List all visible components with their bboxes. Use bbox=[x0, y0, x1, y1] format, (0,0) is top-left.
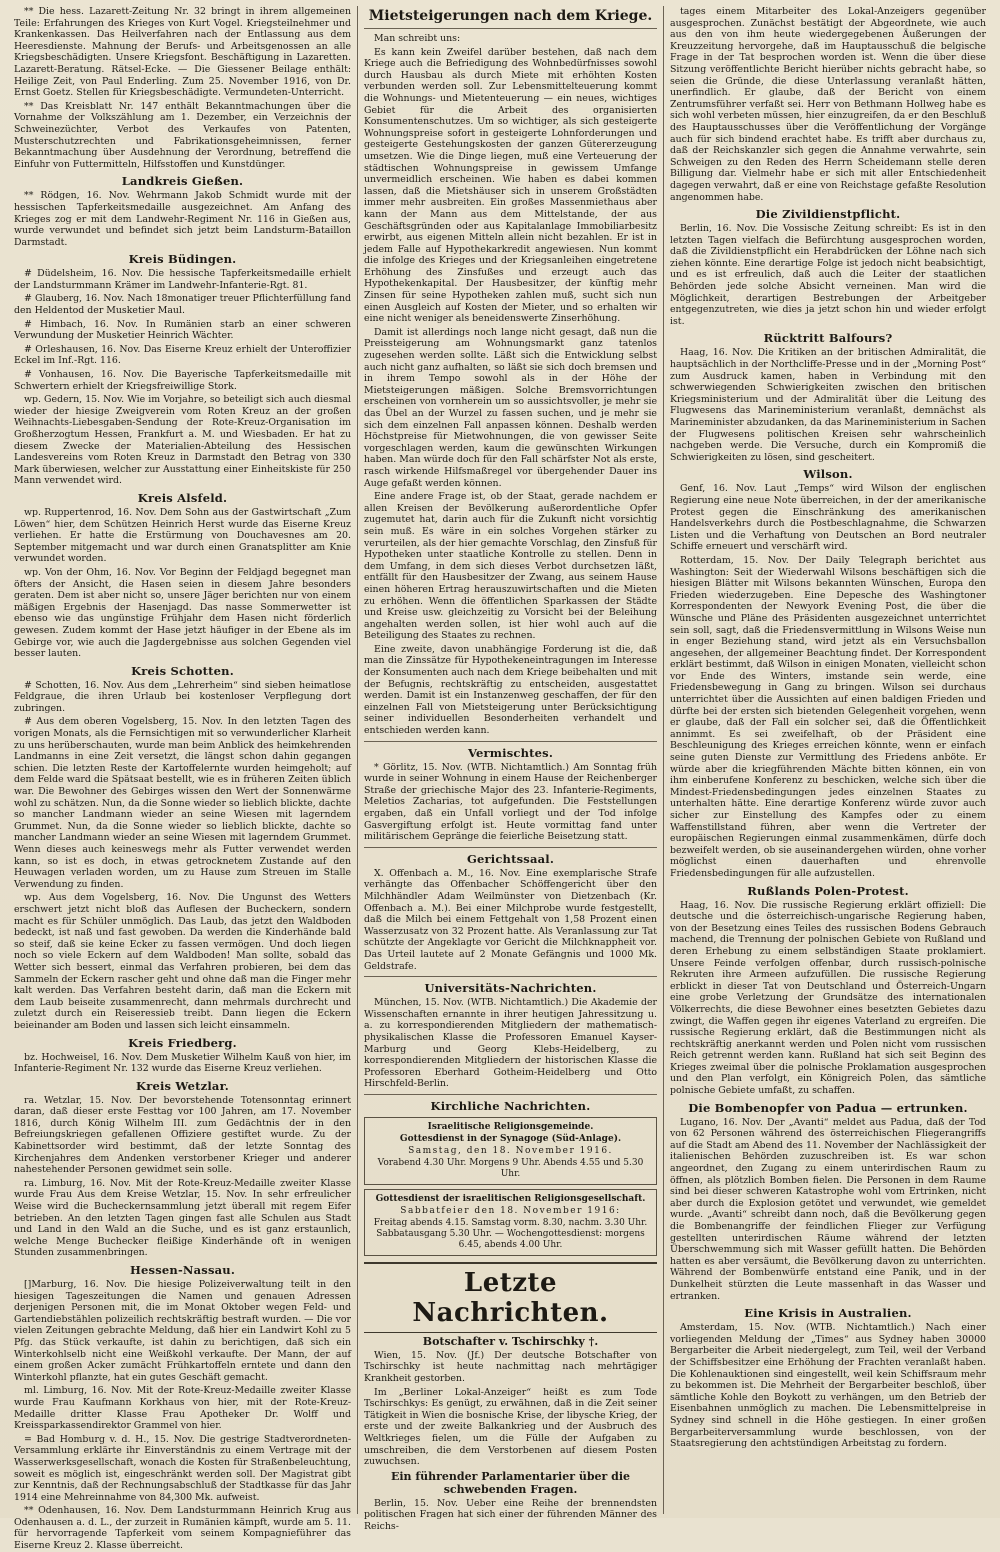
subheading-tschirschky: Botschafter v. Tschirschky †. bbox=[422, 1334, 599, 1348]
article-oberer-vogelsberg: # Aus dem oberen Vogelsberg, 15. Nov. In den letzten Tagen des vorigen Monats, als die Fernsichtigen mit so verwunderlicher Klarheit zu uns herüberschauten, wurde man beim Anblick des heimkehrenden Landmanns in eine Zeit versetzt, die längst schon dahin gegangen schien. Die letzten Reste der Kartoffelernte wurden heimgeholt; auf dem Felde ward die Spätsaat bestellt, wie es in früheren Zeiten üblich war. Die Bewohner des Gebirges wissen den Wert der Sonnenwärme wohl zu schätzen. Nun, da die Sonne wieder so lieblich blickte, dachte so mancher Landmann wieder an seine Wiesen mit lagerndem Grummet. Nun, da die Sonne wieder so lieblich blickte, dachte so mancher Landmann wieder an seine Wiesen mit lagerndem Grummet. Wenn dieses auch keineswegs mehr als Futter verwendet werden kann, so ist es doch, in etwas getrocknetem Zustande auf den Heuwagen verladen worden, um zu Hause zum Streuen im Stalle Verwendung zu finden. bbox=[14, 716, 351, 890]
article-amsterdam: Amsterdam, 15. Nov. (WTB. Nichtamtlich.) Nach einer vorliegenden Meldung der „Times“ aus Sydney haben 30000 Bergarbeiter die Arbeit niedergelegt, zum Teil, weil der Verband der Schiffsbesitzer eine Erhöhung der Frachten veranlaßt haben. Die Kohlenauktionen sind eingestellt, weil kein Schiffsraum mehr zu bekommen ist. Die Mehrheit der Bergarbeiter beschloß, über sämtliche Kohle den Boykott zu verhängen, um den Betrieb der Eisenbahnen unmöglich zu machen. Die Lebensmittelpreise in Sydney sind schnell in die Höhe gestiegen. In einer großen Bergarbeiterversammlung wurde beschlossen, von der Staatsregierung den achtstündigen Arbeitstag zu fordern. bbox=[670, 1322, 986, 1450]
article-gedern: wp. Gedern, 15. Nov. Wie im Vorjahre, so beteiligt sich auch diesmal wieder der hiesige Zweigverein vom Roten Kreuz an der großen Weihnachts-Liebesgaben-Sendung der Rote-Kreuz-Organisation im Großherzogtum Hessen, Frankfurt a. M. und Wiesbaden. Er hat zu diesem Zwecke der Materialien-Abteilung des Hessischen Landesvereins vom Roten Kreuz in Darmstadt den Betrag von 330 Mark überwiesen, welcher zur Ausstattung einer Einheitskiste für 250 Mann verwendet wird. bbox=[14, 394, 351, 487]
article-goerlitz: * Görlitz, 15. Nov. (WTB. Nichtamtlich.) Am Sonntag früh wurde in seiner Wohnung in einem Hause der Reichenberger Straße der griechische Major des 23. Infanterie-Regiments, Meletios Zacharias, tot aufgefunden. Die Feststellungen ergaben, daß ein Unfall vorliegt und der Tod infolge Gasvergiftung erfolgt ist. Heute vormittag fand unter militärischem Gepränge die feierliche Beisetzung statt. bbox=[364, 761, 657, 843]
box-title: Gottesdienst der israelitischen Religionsgesellschaft. bbox=[375, 1193, 646, 1204]
box-date: Sabbatfeier den 18. November 1916: bbox=[400, 1205, 621, 1216]
heading-vermischtes: Vermischtes. bbox=[467, 745, 554, 760]
column-middle bbox=[358, 6, 664, 1532]
article-berlin-zivildienst: Berlin, 16. Nov. Die Vossische Zeitung schreibt: Es ist in den letzten Tagen vielfach die Befürchtung ausgesprochen worden, daß die Zivildienstpflicht ein Herabdrücken der Löhne nach sich ziehen könnte. Eine derartige Folge ist jedoch nicht beabsichtigt, und es ist erfreulich, daß auch die Leiter der staatlichen Behörden jede solche Absicht verneinen. Man wird die Möglichkeit, derartigen Bestrebungen der Arbeitgeber entgegenzutreten, wie dies ja jetzt schon hin und wieder erfolgt ist. bbox=[670, 223, 986, 327]
article-hochweisel: bz. Hochweisel, 16. Nov. Dem Musketier Wilhelm Kauß von hier, im Infanterie-Regiment Nr. 132 wurde das Eiserne Kreuz verliehen. bbox=[14, 1051, 351, 1075]
box-times: Vorabend 4.30 Uhr. Morgens 9 Uhr. Abends 4.55 und 5.30 Uhr. bbox=[377, 1157, 644, 1179]
article-man-schreibt: Man schreibt uns: bbox=[374, 33, 461, 44]
heading-kreis-buedingen: Kreis Büdingen. bbox=[128, 252, 237, 267]
article-orleshausen: # Orleshausen, 16. Nov. Das Eiserne Kreuz erhielt der Unteroffizier Eckel im Inf.-Rgt. 116. bbox=[14, 343, 351, 367]
heading-zivildienstpflicht: Die Zivildienstpflicht. bbox=[755, 207, 901, 222]
article-ruppertenrod: wp. Ruppertenrod, 16. Nov. Dem Sohn aus der Gastwirtschaft „Zum Löwen“ hier, dem Schützen Heinrich Herst wurde das Eiserne Kreuz verliehen. Er hatte die Erstürmung von Douchavesnes am 20. September mitgemacht und war durch einen Granatsplitter am Knie verwundet worden. bbox=[14, 506, 351, 565]
box-times: Freitag abends 4.15. Samstag vorm. 8.30, nachm. 3.30 Uhr. Sabbatausgang 5.30 Uhr. — Wochengottesdienst: morgens 6.45, abends 4.00 Uhr. bbox=[373, 1217, 648, 1250]
heading-bombenopfer-padua: Die Bombenopfer von Padua — ertrunken. bbox=[688, 1100, 968, 1115]
heading-ruecktritt-balfours: Rücktritt Balfours? bbox=[763, 331, 893, 346]
article-duedelsheim: # Düdelsheim, 16. Nov. Die hessische Tapferkeitsmedaille erhielt der Landsturmmann Krämer im Landwehr-Infanterie-Rgt. 81. bbox=[14, 268, 351, 291]
article-wien: Wien, 15. Nov. (Jf.) Der deutsche Botschafter von Tschirschky ist heute nachmittag nach mehrtägiger Krankheit gestorben. bbox=[364, 1349, 657, 1385]
article-schotten: # Schotten, 16. Nov. Aus dem „Lehrerheim“ sind sieben heimatlose Feldgraue, die ihren Urlaub bei kostenloser Verpflegung dort zubringen. bbox=[14, 679, 351, 714]
article-glauberg: # Glauberg, 16. Nov. Nach 18monatiger treuer Pflichterfüllung fand den Heldentod der Musketier Maul. bbox=[14, 293, 351, 317]
article-mietsteigerungen-2: Damit ist allerdings noch lange nicht gesagt, daß nun die Preissteigerung am Wohnungsmarkt ganz tatenlos zugesehen werden sollte. Läßt sich die Entwicklung selbst auch nicht ganz aufhalten, so läßt sie sich doch bremsen und in ihrem Tempo sowohl als in der Höhe der Mietsteigerungen mäßigen. Solche Bremsvorrichtungen erscheinen von vornherein um so aussichtsvoller, je mehr sie das Übel an der Wurzel zu fassen suchen, und je mehr sie sich dem einzelnen Fall anpassen können. Deshalb werden Höchstpreise für Mietwohnungen, die von gewisser Seite vorgeschlagen werden, kaum die gewünschten Wirkungen haben. Man würde doch für den Fall schärfster Not als erste, rasch wirkende Hilfsmaßregel vor übergehender Dauer ins Auge gefaßt werden können. bbox=[364, 326, 657, 489]
article-bad-homburg: = Bad Homburg v. d. H., 15. Nov. Die gestrige Stadtverordneten-Versammlung erklärte ihr Einverständnis zu einem Vertrage mit der Wasserwerksgesellschaft, wonach die Kosten für Straßenbeleuchtung, soweit es möglich ist, eingeschränkt werden soll. Der Magistrat gibt zur Kenntnis, daß der Rechnungsabschluß der Stadtkasse für das Jahr 1914 eine Mehreinnahme von 84,300 Mk. aufweist. bbox=[14, 1433, 351, 1503]
heading-hessen-nassau: Hessen-Nassau. bbox=[129, 1263, 236, 1277]
divider bbox=[364, 847, 657, 848]
article-limburg: ml. Limburg, 16. Nov. Mit der Rote-Kreuz-Medaille zweiter Klasse wurde Frau Kaufmann Korkhaus von hier, mit der Rote-Kreuz-Medaille dritter Klasse Frau Apotheker Dr. Wolff und Kreissparkassendirektor Grammel von hier. bbox=[14, 1385, 351, 1432]
article-von-der-ohm: wp. Von der Ohm, 16. Nov. Vor Beginn der Feldjagd begegnet man öfters der Ansicht, die Hasen seien in diesem Jahre besonders geraten. Dem ist aber nicht so, unsere Jäger berichten nur von einem mäßigen Ergebnis der Hasenjagd. Das nasse Sommerwetter ist ebenso wie das ungünstige Frühjahr dem Hasen nicht förderlich gewesen. Zudem kommt der Hase jetzt häufiger in der Ebene als im Gebirge vor, wie auch die Jagdergebnisse aus solchen Gegenden viel besser lauten. bbox=[14, 566, 351, 660]
heading-kreis-friedberg: Kreis Friedberg. bbox=[128, 1035, 237, 1050]
article-kreis-wetzlar: ra. Limburg, 16. Nov. Mit der Rote-Kreuz-Medaille zweiter Klasse wurde Frau Aus dem Kreise Wetzlar, 15. Nov. In sehr erfreulicher Weise wird die Bucheckernsammlung jetzt überall mit regem Eifer betrieben. An den letzten Tagen gingen fast alle Schulen aus Stadt und Land in den Wald an die Suche, und es ist ganz erstaunlich, welche Menge Buchecker fleißige Kinderhände oft in wenigen Stunden zusammenbringen. bbox=[14, 1177, 351, 1259]
service-box-synagoge bbox=[364, 1117, 657, 1185]
heading-letzte-nachrichten: Letzte Nachrichten. bbox=[364, 1262, 657, 1333]
heading-wilson: Wilson. bbox=[803, 467, 853, 482]
box-date: Samstag, den 18. November 1916. bbox=[408, 1145, 613, 1156]
heading-landkreis-giessen: Landkreis Gießen. bbox=[121, 174, 244, 189]
article-haag-polen: Haag, 16. Nov. Die russische Regierung erklärt offiziell: Die deutsche und die österreichisch-ungarische Regierung haben, von der Besetzung eines Teiles des russischen Bodens Gebrauch machend, die Trennung der polnischen Gebiete von Rußland und deren Erhebung zu einem selbständigen Staate proklamiert. Unsere Feinde verfolgen offenbar, durch russisch-polnische Rekruten ihre Armeen aufzufüllen. Die russische Regierung erblickt in dieser Tat von Deutschland und Österreich-Ungarn eine grobe Verletzung der Grundsätze des internationalen Völkerrechts, die diese Bewohner eines besetzten Gebietes dazu zwingt, die Waffen gegen ihr eigenes Vaterland zu ergreifen. Die russische Regierung erklärt, daß die Bestimmungen nicht als rechtskräftig anerkannt werden und Polen nicht vom russischen Reich getrennt werden kann. Rußland hat sich seit Beginn des Krieges zweimal über die polnische Proklamation ausgesprochen und den Plan verfolgt, ein Königreich Polen, das sämtliche polnische Gebiete umfaßt, zu schaffen. bbox=[670, 899, 986, 1097]
divider bbox=[364, 976, 657, 977]
service-box-religionsgesellschaft bbox=[364, 1189, 657, 1256]
article-lugano: Lugano, 16. Nov. Der „Avanti“ meldet aus Padua, daß der Tod von 62 Personen während des österreichischen Fliegerangriffs auf die Stadt am Abend des 11. November der Nachlässigkeit der italienischen Behörden zuzuschreiben ist. Es war schon angeordnet, den Zugang zu einem unterirdischen Raum zu öffnen, als plötzlich Bomben fielen. Die Personen in dem Raume sind bei dieser schweren Katastrophe wohl vom Ertrinken, nicht aber durch die Explosion getötet und verwundet, wie gemeldet wurde. „Avanti“ schreibt dann noch, daß die Bevölkerung gegen die Bombenangriffe der feindlichen Flieger zur Verfügung gestellten unterirdischen Räume während der letzten Überschwemmung sich mit Wasser gefüllt hatten. Die Behörden hatten es aber versäumt, die Bevölkerung davon zu unterrichten. Während der Bombenwürfe entstand eine Panik, und in der Dunkelheit stürzten die Leute massenhaft in das Wasser und ertranken. bbox=[670, 1116, 986, 1302]
article-offenbach: X. Offenbach a. M., 16. Nov. Eine exemplarische Strafe verhängte das Offenbacher Schöffengericht über den Milchhändler Adam Weilmünster von Dietzenbach (Kr. Offenbach a. M.). Bei einer Milchprobe wurde festgestellt, daß die Milch bei einem Fettgehalt von 1,58 Prozent einen Wasserzusatz von 32 Prozent hatte. Als Veranlassung zur Tat schützte der Angeklagte vor Gericht die Milchknappheit vor. Das Urteil lautete auf 2 Monate Gefängnis und 1000 Mk. Geldstrafe. bbox=[364, 867, 657, 972]
column-right bbox=[664, 6, 992, 1514]
heading-russlands-polen-protest: Rußlands Polen-Protest. bbox=[747, 883, 909, 898]
article-rotterdam: Rotterdam, 15. Nov. Der Daily Telegraph berichtet aus Washington: Seit der Wiederwahl Wilsons beschäftigen sich die hiesigen Blätter mit Wilsons bekannten Wünschen, Europa den Frieden wiederzugeben. Eine Depesche des Washingtoner Korrespondenten der Newyork Evening Post, die über die Wünsche und Pläne des Präsidenten ausgezeichnet unterrichtet sein soll, sagt, daß die Friedensvermittlung in Wilsons Weise nun in enger Beziehung stand, wird jetzt als ein Versuchsballon angesehen, der allgemeiner Beachtung findet. Der Korrespondent erklärt bestimmt, daß Wilson in einigen Monaten, vielleicht schon vor Ende des Winters, imstande sein werde, eine Friedensbewegung in Gang zu bringen. Wilson sei durchaus unterrichtet über die Aussichten auf einen baldigen Frieden und dürfte bei der ersten sich bietenden Gelegenheit vorgehen, wenn er glaube, daß der Fall ein solcher sei, daß die Öffentlichkeit annimmt. Es sei zweifelhaft, ob der Präsident eine Beschleunigung des Krieges erreichen könnte, wenn er einfach seine guten Dienste zur Vermittlung des Friedens anböte. Er würde aber die kriegführenden Mächte bitten können, ein von ihm einberufene Konferenz zu beschicken, welche sich über die Mindest-Friedensbedingungen jedes einzelnen Staates zu unterhalten hätte. Eine derartige Konferenz würde zuvor auch sicher zur Einstellung des Kampfes oder zu einem Waffenstillstand führen, aber wenn die Vertreter der europäischen Regierungen einmal zusammenkämen, dürfe doch bezweifelt werden, ob sie auseinandergehen würden, ohne vorher möglichst einen dauerhaften und ehrenvolle Friedensbedingungen für alle aufzustellen. bbox=[670, 554, 986, 879]
heading-gerichtssaal: Gerichtssaal. bbox=[466, 851, 555, 866]
column-container bbox=[8, 6, 992, 1552]
subheading-parlamentarier: Ein führender Parlamentarier über die schwebenden Fragen. bbox=[390, 1469, 631, 1496]
divider bbox=[364, 741, 657, 742]
heading-mietsteigerungen: Mietsteigerungen nach dem Kriege. bbox=[364, 8, 657, 29]
heading-kreis-wetzlar: Kreis Wetzlar. bbox=[136, 1078, 229, 1093]
article-wetzlar: ra. Wetzlar, 15. Nov. Der bevorstehende Totensonntag erinnert daran, daß dieser erste Festtag vor 100 Jahren, am 17. November 1816, durch König Wilhelm III. zum Gedächtnis der in den Befreiungskriegen gefallenen Offiziere gestiftet wurde. Zu der Kabinettsorder wird bestimmt, daß der letzte Sonntag des Kirchenjahres dem Andenken verstorbener Krieger und anderer nahestehender Personen gewidmet sein solle. bbox=[14, 1094, 351, 1176]
article-genf: Genf, 16. Nov. Laut „Temps“ wird Wilson der englischen Regierung eine neue Note überreichen, in der der amerikanische Protest gegen die Einschränkung des amerikanischen Handelsverkehrs durch die Postbeschlagnahme, die Schwarzen Listen und die Verhaftung von Deutschen an Bord neutraler Schiffe erneuert und verschärft wird. bbox=[670, 483, 986, 553]
heading-kirchliche-nachrichten: Kirchliche Nachrichten. bbox=[430, 1098, 591, 1113]
article-himbach: # Himbach, 16. Nov. In Rumänien starb an einer schweren Verwundung der Musketier Heinrich Wächter. bbox=[14, 318, 351, 342]
article-lazarett: ** Die hess. Lazarett-Zeitung Nr. 32 bringt in ihrem allgemeinen Teile: Erfahrungen des Krieges von Kurt Vogel. Kriegsteilnehmer und Krankenkassen. Das Heilverfahren nach der Entlassung aus dem Heeresdienste. Mahnung der Berufs- und Arbeitsgenossen an alle Kriegsbeschädigten. Unsere Kriegsfont. Beschäftigung in Lazaretten. Lazarett-Beratung. Rätsel-Ecke. — Die Giessener Beilage enthält: Heilige Zeit, von Paul Enderling. Zum 25. November 1916, von Dr. Ernst Goetz. Stellen für Kriegsbeschädigte. Vermundeten-Unterricht. bbox=[14, 6, 351, 99]
article-muenchen: München, 15. Nov. (WTB. Nichtamtlich.) Die Akademie der Wissenschaften ernannte in ihrer heutigen Jahressitzung u. a. zu korrespondierenden Mitgliedern der mathematisch-physikalischen Klasse die Professoren Emanuel Kayser-Marburg und Georg Klebs-Heidelberg, zu korrespondierenden Mitgliedern der historischen Klasse die Professoren Eberhard Gotheim-Heidelberg und Otto Hirschfeld-Berlin. bbox=[364, 997, 657, 1090]
column-left bbox=[8, 6, 358, 1552]
article-mietsteigerungen-1: Es kann kein Zweifel darüber bestehen, daß nach dem Kriege auch die Befriedigung des Wohnbedürfnisses sowohl durch Hausbau als durch Miete mit erhöhten Kosten verbunden werden soll. Zur Lebensmittelteuerung kommt die Wohnungs- und Mietenteuerung — ein neues, wichtiges Gebiet für die Arbeit des organisierten Konsumentenschutzes. Um so wichtiger, als sich gesteigerte Wohnungspreise sofort in gesteigerte Lohnforderungen und gesteigerte Gestehungskosten der ganzen Gütererzeugung umsetzen. Wie die Dinge liegen, muß eine Verteuerung der städtischen Wohnungspreise in gewissem Umfange unvermeidlich erscheinen. Wie haben es dabei kommen lassen, daß die Mietshäuser sich in unserem Großstädten immer mehr ausbreiten. Ein großes Massenmiethaus aber kann der Mann aus dem Mittelstande, der aus Geschäftsgründen oder aus Kapitalanlage Immobiliarbesitz erwirbt, aus eigenen Mitteln allein nicht bezahlen. Er ist in jedem Falle auf Hypothekarkredit angewiesen. Nun kommt die infolge des Krieges und der Kriegsanleihen eingetretene Erhöhung des Zinsfußes und erzeugt auch das Hypothekenkapital. Der Hausbesitzer, der künftig mehr Zinsen für seine Hypotheken zahlen muß, sucht sich nun einen Ausgleich auf Kosten der Mieter, und so erhalten wir eine nicht weniger als beneidenswerte Zinserhöhung. bbox=[364, 46, 657, 325]
box-title: Israelitische Religionsgemeinde. bbox=[427, 1121, 594, 1132]
article-roedgen: ** Rödgen, 16. Nov. Wehrmann Jakob Schmidt wurde mit der hessischen Tapferkeitsmedaille ausgezeichnet. Am Anfang des Krieges zog er mit dem Landwehr-Regiment Nr. 116 in Gießen aus, wurde verwundet und befindet sich jetzt beim Landsturm-Bataillon Darmstadt. bbox=[14, 190, 351, 248]
heading-krisis-australien: Eine Krisis in Australien. bbox=[744, 1306, 912, 1321]
article-lokal-anzeiger: Im „Berliner Lokal-Anzeiger“ heißt es zum Tode Tschirschkys: Es genügt, zu erwähnen, daß in die Zeit seiner Tätigkeit in Wien die bosnische Krise, der libysche Krieg, der erste und der zweite Balkankrieg und der Ausbruch des Weltkrieges fielen, um die Fülle der Aufgaben zu umschreiben, die dem Verstorbenen auf diesem Posten zuwuchsen. bbox=[364, 1386, 657, 1468]
article-vonhausen: # Vonhausen, 16. Nov. Die Bayerische Tapferkeitsmedaille mit Schwertern erhielt der Kriegsfreiwillige Stork. bbox=[14, 369, 351, 392]
divider bbox=[364, 1094, 657, 1095]
article-mietsteigerungen-3: Eine andere Frage ist, ob der Staat, gerade nachdem er allen Kreisen der Bevölkerung außerordentliche Opfer zugemutet hat, darin auch für die Zukunft nicht vorsichtig sein muß. Es wäre in ein solches Vorgehen stärker zu verurteilen, als der hier gemachte Vorschlag, den Zinsfuß für Hypotheken unter staatliche Kontrolle zu stellen. Denn in dem Umfang, in dem sich dieses Verbot durchsetzen läßt, entfällt für den Hausbesitzer der Zwang, aus seinem Hause einen höheren Ertrag herauszuwirtschaften und die Mieten zu erhöhen. Wenn die öffentlichen Sparkassen der Städte und Kreise usw. gleichzeitig zu Vorsicht bei der Beleihung angehalten werden sollen, ist hier wohl auch auf die Beteiligung des Staates zu rechnen. bbox=[364, 491, 657, 642]
article-marburg: []Marburg, 16. Nov. Die hiesige Polizeiverwaltung teilt in den hiesigen Tageszeitungen die Namen und genauen Adressen derjenigen Personen mit, die im Monat Oktober wegen Feld- und Gartendiebstählen polizeilich rechtskräftig bestraft wurden. — Die vor vielen Zeitungen gebrachte Meldung, daß hier ein Landwirt Kohl zu 5 Pfg. das Stück verkaufte, ist dahin zu berichtigen, daß sich ein Winterkohlselb nicht eine Weißkohl verkaufte. Der Mann, der auf einem großen Acker zumächt Frühkartoffeln erntete und dann den Winterkohl pflanzte, hat ein gutes Geschäft gemacht. bbox=[14, 1279, 351, 1383]
article-odenhausen: ** Odenhausen, 16. Nov. Dem Landsturmmann Heinrich Krug aus Odenhausen a. d. L., der zurzeit in Rumänien kämpft, wurde am 5. 11. für hervorragende Tapferkeit vom seinem Kompagnieführer das Eiserne Kreuz 2. Klasse überreicht. bbox=[14, 1505, 351, 1552]
article-berlin-parlamentarier: Berlin, 15. Nov. Ueber eine Reihe der brennendsten politischen Fragen hat sich einer der führenden Männer des Reichs- bbox=[364, 1497, 657, 1532]
heading-universitaets-nachrichten: Universitäts-Nachrichten. bbox=[424, 981, 597, 996]
article-parlamentarier-continued: tages einem Mitarbeiter des Lokal-Anzeigers gegenüber ausgesprochen. Zunächst bestätigt der Abgeordnete, wie auch aus den von ihm heute wiedergegebenen Äußerungen der Kreuzzeitung hervorgehe, daß im Hauptausschuß die belgische Frage in der Tat besprochen worden ist. Wenn die über diese Sitzung veröffentlichte Bericht hierüber nichts gebracht habe, so seien die Gründe, die diese Unterlassung veranlaßt hätten, unerfindlich. Er glaube, daß der Bericht von einem Zentrumsführer verfaßt sei. Herr von Bethmann Hollweg habe es sich wohl verbeten müssen, hier einzugreifen, da er den Beschluß des Hauptausschusses über die Veröffentlichung der Vorgänge auch für sich bindend erachtet habe. Es trifft aber durchaus zu, daß der Reichskanzler sich gegen die Annahme verwahrte, sein Schweigen zu den Reden des Herrn Scheidemann stelle deren Billigung dar. Vielmehr habe er sich mit aller Entschiedenheit dagegen verwahrt, daß er eine von Reichstage gefaßte Resolution angenommen habe. bbox=[670, 6, 986, 203]
heading-kreis-schotten: Kreis Schotten. bbox=[131, 663, 234, 678]
article-mietsteigerungen-4: Eine zweite, davon unabhängige Forderung ist die, daß man die Zinssätze für Hypothekeneintragungen im Interesse der Konsumenten auch nach dem Kriege beibehalten und mit der Befugnis, rechtskräftig zu entscheiden, ausgestattet werden. Damit ist ein Instanzenweg geschaffen, der für den einzelnen Fall von Mietsteigerung unter Berücksichtigung seiner individuellen Besonderheiten verhandelt und entschieden werden kann. bbox=[364, 643, 657, 737]
article-vogelsberg: wp. Aus dem Vogelsberg, 16. Nov. Die Ungunst des Wetters erschwert jetzt nicht bloß das Auflesen der Bucheckern, sondern macht es für Schüler unmöglich. Das Laub, das jetzt den Waldboden bedeckt, ist naß und fast gewoben. Da werden die Kinderhände bald so steif, daß sie keine Ecker zu fassen vermögen. Und doch liegen noch so viele Eckern auf dem Waldboden! Man sollte, sobald das Wetter sich bessert, einmal das Verfahren probieren, bei dem das Sammeln der Eckern rascher geht und ohne daß man die Finger mehr kalt werden. Das Verfahren besteht darin, daß man die Eckern mit dem Laub beiseite zusammenrecht, dann mehrmals durchrecht und zuletzt durch ein Reiseressieb treibt. Dann liegen die Eckern beieinander am Boden und lassen sich leicht einsammeln. bbox=[14, 892, 351, 1031]
heading-kreis-alsfeld: Kreis Alsfeld. bbox=[137, 490, 228, 505]
box-subtitle: Gottesdienst in der Synagoge (Süd-Anlage). bbox=[399, 1133, 622, 1144]
article-kreisblatt: ** Das Kreisblatt Nr. 147 enthält Bekanntmachungen über die Vornahme der Volkszählung am 1. Dezember, ein Verzeichnis der Schweinezüchter, Verbot des Verkaufes von Patenten, Musterschutzrechten und Fabrikationsgeheimnissen, ferner Bekanntmachung über Ausdehnung der Verordnung, betreffend die Einfuhr von Futtermitteln, Hilfsstoffen und Kunstdünger. bbox=[14, 100, 351, 170]
article-haag-balfour: Haag, 16. Nov. Die Kritiken an der britischen Admiralität, die hauptsächlich in der Northcliffe-Presse und in der „Morning Post“ zum Ausdruck kamen, haben in Verbindung mit den schwerwiegenden Schwierigkeiten zwischen den britischen Kriegsministerium und der Admiralität über die Leitung des Flugwesens das Marineministerium veranlaßt, demnächst als Marineminister abzudanken, da das Marineministerium in Sachen der Flugwesens politischen Kreisen sehr wahrscheinlich nachgeben werde. Die Versuche, durch ein Kompromiß die Schwierigkeiten zu lösen, sind gescheitert. bbox=[670, 347, 986, 463]
